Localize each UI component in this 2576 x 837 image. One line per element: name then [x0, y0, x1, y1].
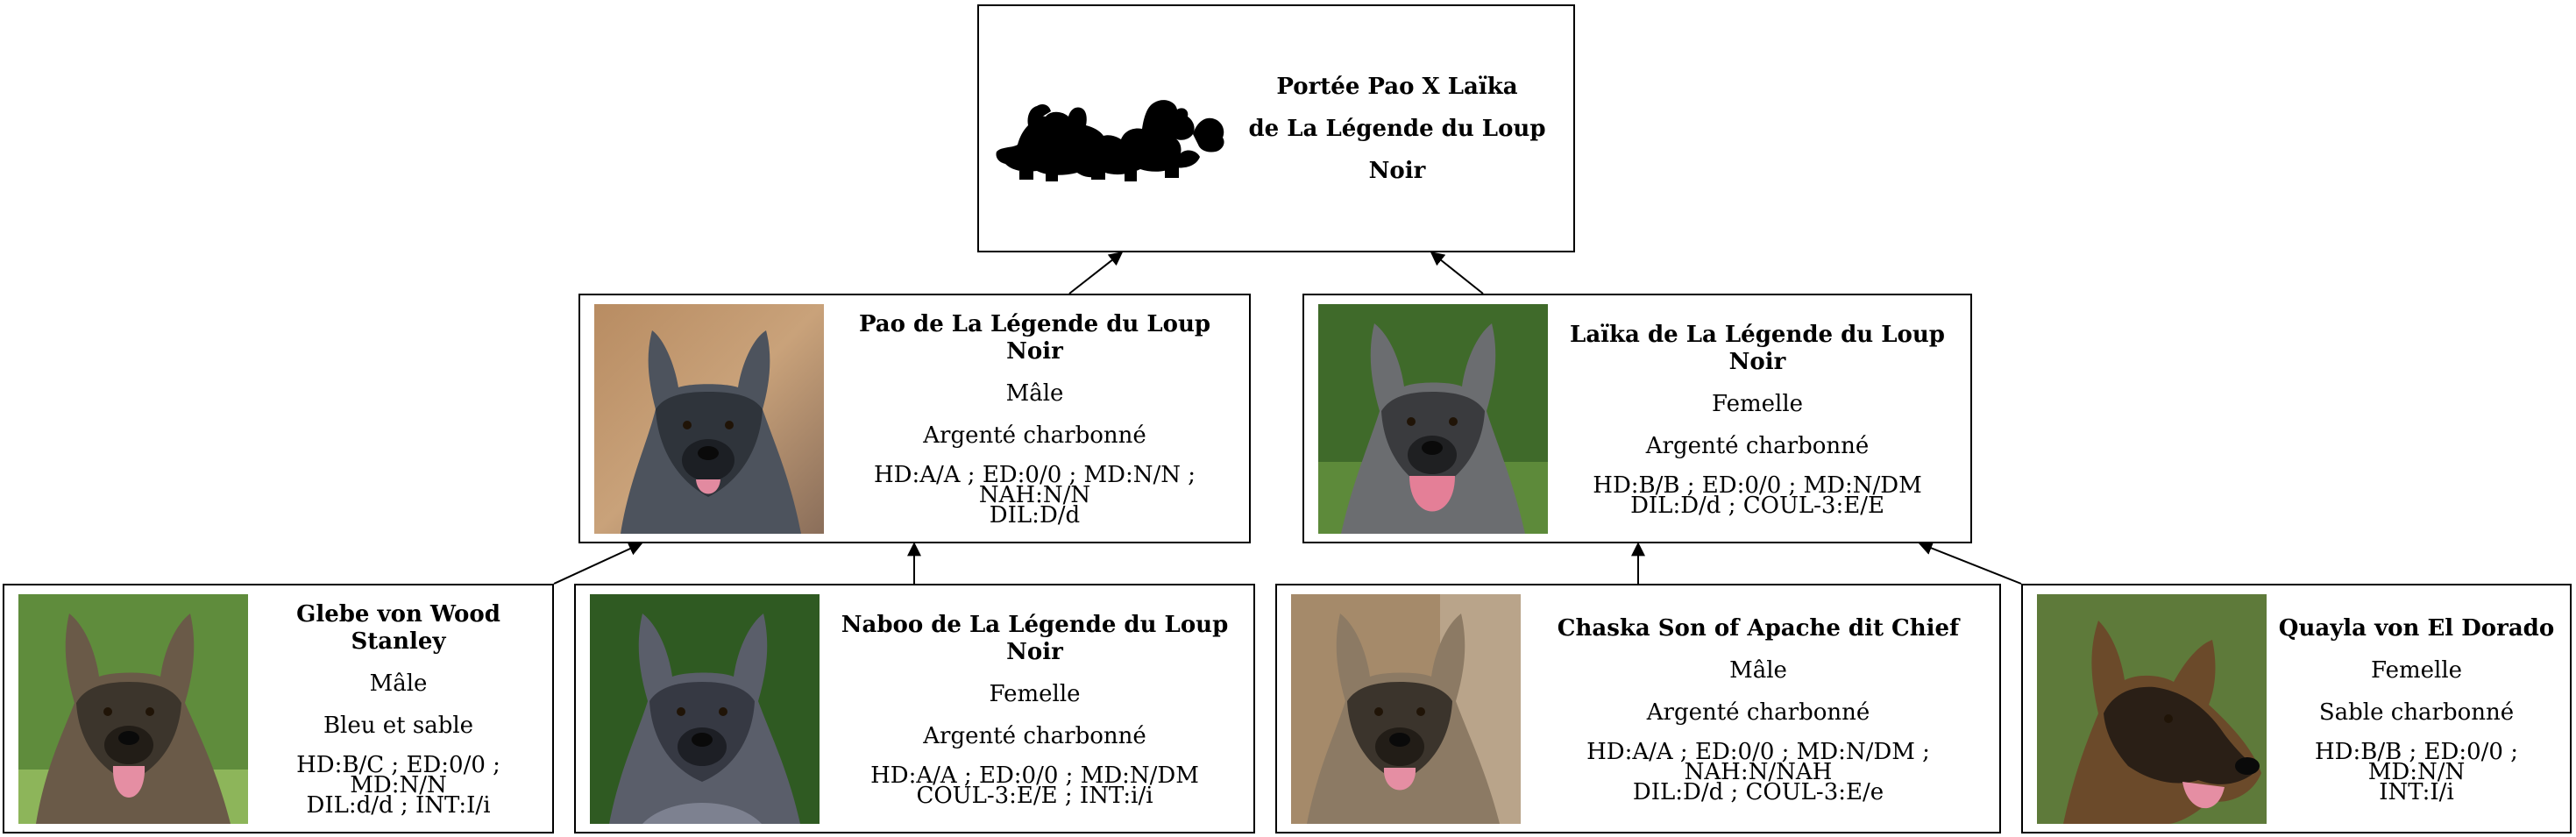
dog-health-line2: COUL-3:E/E ; INT:i/i [916, 782, 1153, 809]
grandparent-node-naboo [574, 584, 1255, 833]
litter-title-line1: Portée Pao X Laïka [1276, 73, 1518, 100]
dog-health-line2: DIL:D/d [989, 502, 1081, 528]
grandparent-node-quayla [2021, 584, 2572, 833]
dog-name: Quayla von El Dorado [2278, 614, 2555, 642]
dog-sex: Femelle [2370, 656, 2463, 684]
naboo-text [823, 585, 1246, 832]
dog-health-line2: DIL:D/d ; COUL-3:E/e [1632, 778, 1884, 805]
edge-glebe-to-pao [554, 543, 642, 584]
dog-sex: Mâle [1729, 656, 1787, 684]
parent-node-laika [1302, 294, 1972, 543]
litter-text [1230, 6, 1565, 251]
edge-laika-to-litter [1431, 252, 1483, 294]
dog-health-line2: DIL:d/d ; INT:I/i [306, 792, 491, 819]
dog-photo-icon [2037, 594, 2267, 824]
dog-color: Argenté charbonné [923, 722, 1146, 749]
chaska-text [1524, 585, 1992, 832]
grandparent-node-chaska [1275, 584, 2001, 833]
parent-node-pao [578, 294, 1251, 543]
litter-node [977, 4, 1575, 252]
dog-health-line1: HD:B/B ; ED:0/0 ; MD:N/N [2315, 738, 2518, 785]
pao-text [827, 295, 1242, 542]
dog-name: Naboo de La Légende du Loup Noir [841, 611, 1229, 665]
dog-health-line1: HD:A/A ; ED:0/0 ; MD:N/DM ; NAH:N/NAH [1586, 738, 1930, 785]
quayla-text [2270, 585, 2563, 832]
dog-health-line1: HD:A/A ; ED:0/0 ; MD:N/DM [870, 762, 1199, 789]
dog-photo-icon [1291, 594, 1521, 824]
laika-text [1551, 295, 1963, 542]
dog-photo-icon [594, 304, 824, 534]
dog-sex: Mâle [369, 670, 428, 697]
dog-health-line1: HD:B/C ; ED:0/0 ; MD:N/N [296, 752, 500, 798]
puppies-silhouette-icon [993, 85, 1228, 190]
dog-health-line2: DIL:D/d ; COUL-3:E/E [1630, 492, 1884, 519]
litter-title-line2: de La Légende du Loup Noir [1248, 115, 1546, 184]
dog-name: Pao de La Légende du Loup Noir [858, 311, 1211, 365]
dog-sex: Mâle [1005, 380, 1064, 407]
dog-name: Chaska Son of Apache dit Chief [1557, 614, 1960, 642]
edge-quayla-to-laika [1920, 543, 2021, 584]
dog-health-line2: INT:I/i [2379, 778, 2454, 805]
dog-name: Laïka de La Légende du Loup Noir [1570, 321, 1945, 375]
dog-color: Sable charbonné [2318, 699, 2515, 726]
dog-sex: Femelle [1711, 390, 1804, 417]
dog-sex: Femelle [989, 680, 1081, 707]
dog-color: Argenté charbonné [923, 422, 1146, 449]
dog-color: Bleu et sable [323, 713, 474, 739]
dog-health-line1: HD:A/A ; ED:0/0 ; MD:N/N ; NAH:N/N [873, 462, 1196, 508]
dog-photo-icon [1318, 304, 1548, 534]
dog-color: Argenté charbonné [1645, 432, 1870, 459]
dog-name: Glebe von Wood Stanley [296, 601, 500, 655]
glebe-text [252, 585, 545, 832]
dog-color: Argenté charbonné [1646, 699, 1870, 726]
grandparent-node-glebe [3, 584, 554, 833]
dog-photo-icon [590, 594, 820, 824]
dog-health-line1: HD:B/B ; ED:0/0 ; MD:N/DM [1593, 472, 1922, 499]
edge-pao-to-litter [1069, 252, 1122, 294]
dog-photo-icon [18, 594, 248, 824]
